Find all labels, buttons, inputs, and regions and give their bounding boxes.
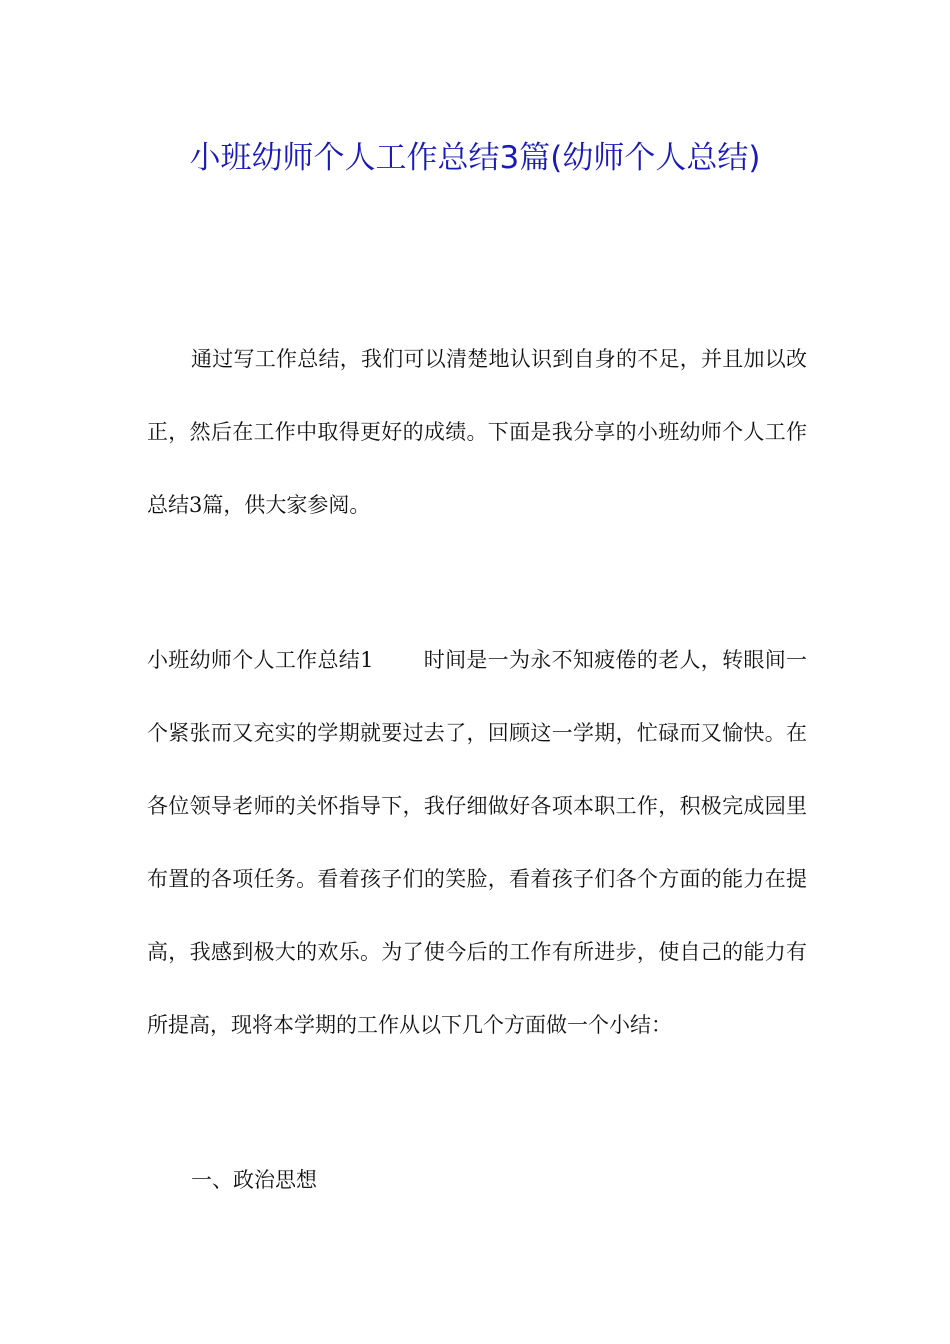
section-1-paragraph bbox=[147, 624, 807, 1062]
section-1-body: 时间是一为永不知疲倦的老人，转眼间一个紧张而又充实的学期就要过去了，回顾这一学期，忙碌而又愉快。在各位领导老师的关怀指导下，我仔细做好各项本职工作，积极完成园里布置的各项任务。看着孩子们的笑脸，看着孩子们各个方面的能力在提高，我感到极大的欢乐。为了使今后的工作有所进步，使自己的能力有所提高，现将本学期的工作从以下几个方面做一个小结： bbox=[147, 648, 807, 1037]
subheading-political-thought: 一、政治思想 bbox=[191, 1168, 317, 1192]
intro-paragraph: 通过写工作总结，我们可以清楚地认识到自身的不足，并且加以改正，然后在工作中取得更好的成绩。下面是我分享的小班幼师个人工作总结3篇，供大家参阅。 bbox=[147, 347, 807, 517]
document-title: 小班幼师个人工作总结3篇(幼师个人总结) bbox=[189, 140, 761, 176]
section-1-heading: 小班幼师个人工作总结1 bbox=[147, 648, 374, 672]
